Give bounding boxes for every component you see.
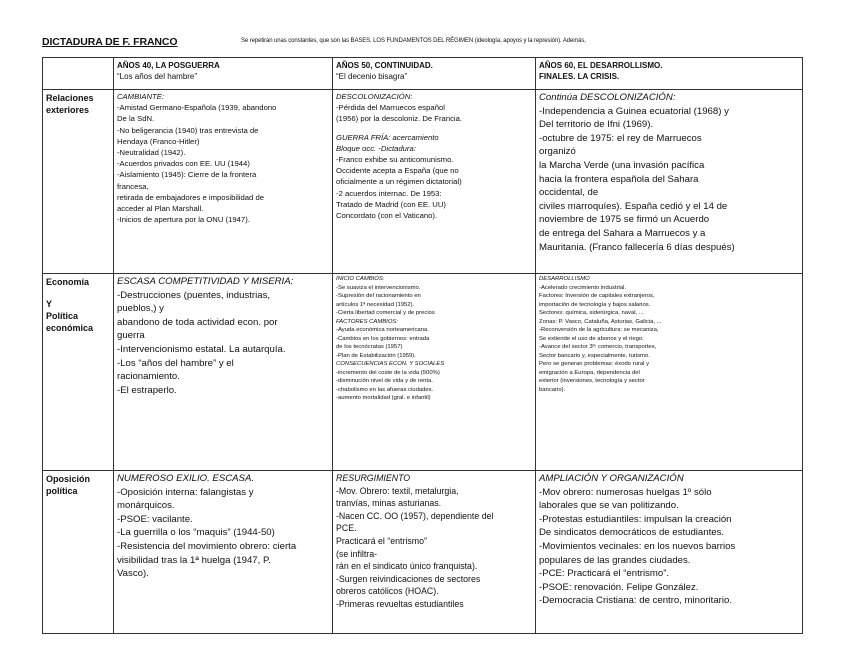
cell-line: -incremento del coste de la vida (500%) [336,369,440,376]
cell-line: laborales que se van politizando. [539,500,679,512]
cell-spacer [46,288,110,298]
cell-line: -PCE: Practicará el “entrismo”. [539,568,670,580]
franco-table [42,57,803,634]
cell-line: -octubre de 1975: el rey de Marruecos [539,132,702,144]
cell-line: organizó [539,146,576,158]
oposicion-40s-cell [114,471,333,634]
cell-line: de los tecnócratas (1957) [336,344,403,350]
row-economia [43,274,803,471]
cell-line: Pero se generan problemas: éxodo rural y [539,361,650,367]
cell-line: francesa, [117,181,149,191]
cell-line: occidental, de [539,187,599,199]
cell-line: guerra [117,330,145,342]
economia-50s-cell [333,274,536,471]
cell-line: -Inicios de apertura por la ONU (1947). [117,215,250,225]
cell-line: -Franco exhibe su anticomunismo. [336,155,454,165]
cell-line: Vasco). [117,568,149,580]
cell-line: Hendaya (Franco-Hitler) [117,136,200,146]
cell-line: artículos 1ª necesidad (1952). [336,301,415,308]
cell-line: -Mov. Obrero: textil, metalurgia, [336,485,459,496]
exterior-40s-list [117,91,329,225]
exterior-40s-cell [114,90,333,274]
cell-line: -Supresión del racionamiento en [336,293,421,299]
cell-line: civiles marroquíes). España cedió y el 14 de [539,200,728,212]
cell-line: -Oposición interna: falangistas y [117,486,254,498]
header-60s [536,58,803,90]
header-40s-title: AÑOS 40, LA POSGUERRA [117,61,220,70]
cell-line: noviembre de 1975 se firmó un Acuerdo [539,214,710,226]
cell-spacer [336,125,532,132]
cell-line: -Aislamiento (1945): Cierre de la frontera [117,170,257,180]
cell-line: visibilidad tras la 1ª huelga (1947, P. [117,554,271,566]
oposicion-40s-list [117,472,329,581]
cell-line: -Pérdida del Marruecos español [336,103,445,113]
header-40s-subtitle: “Los años del hambre” [117,72,198,81]
header-row [43,58,803,90]
cell-line: -Neutralidad (1942). [117,148,186,158]
cell-line: -chabolismo en las afueras ciudades. [336,386,434,393]
cell-line: DESCOLONIZACIÓN: [336,92,413,101]
row-label-economia-1: Economía [46,277,90,287]
intro-text: Se repetirán unas constantes, que son las BASES, LOS FUNDAMENTOS DEL RÉGIMEN (ideología, apoyos y la represión). Además, [241,38,586,44]
cell-line: PCE. [336,523,357,534]
economia-40s-cell [114,274,333,471]
oposicion-50s-list [336,472,532,611]
cell-line: (1956) por la descoloniz. De Francia. [336,114,463,124]
cell-line: CAMBIANTE: [117,92,164,101]
cell-line: -Democracia Cristiana: de centro, minoritario. [539,595,733,607]
cell-line: Concordato (con el Vaticano). [336,211,438,221]
economia-60s-cell [536,274,803,471]
cell-line: rán en el sindicato único franquista). [336,561,478,572]
cell-line: -Mov obrero: numerosas huelgas 1º sólo [539,486,712,498]
cell-line: monárquicos. [117,500,175,512]
cell-line: -Cambios en los gobiernos: entrada [336,335,430,342]
cell-line: Sectores: química, siderúrgica, naval, ... [539,310,644,316]
cell-line: Mauritania. (Franco fallecería 6 días después) [539,241,735,253]
cell-line: Continúa DESCOLONIZACIÓN: [539,92,676,103]
cell-line: Zonas: P. Vasco, Cataluña, Asturias, Galicia, ... [539,318,662,325]
cell-line: -Ayuda económica norteamericana. [336,327,429,333]
cell-line: Se extiende el uso de abonos y el riego. [539,335,644,342]
cell-line: INICIO CAMBIOS: [336,276,385,282]
cell-line: GUERRA FRÍA: acercamiento [336,132,439,142]
oposicion-50s-cell [333,471,536,634]
cell-line: tranvías, minas asturianas. [336,498,442,509]
cell-line: emigración a Europa, dependencia del [539,369,640,376]
cell-line: -Avance del sector 3º: comercio, transportes, [539,344,657,350]
economia-50s-list [336,275,532,403]
header-60s-subtitle: FINALES. LA CRISIS. [539,72,620,81]
cell-line: -Protestas estudiantiles: impulsan la creación [539,513,732,525]
row-label-economia-2: Y [46,299,53,309]
cell-line: -Independencia a Guinea ecuatorial (1968) y [539,105,729,117]
cell-line: -PSOE: vacilante. [117,513,193,525]
oposicion-60s-cell [536,471,803,634]
cell-line: oficialmente a un régimen dictatorial) [336,177,462,187]
row-label-economia-4: económica [46,323,94,333]
cell-line: -PSOE: renovación. Felipe González. [539,581,699,593]
header-60s-title: AÑOS 60, EL DESARROLLISMO. [539,61,663,70]
cell-line: -Acuerdos privados con EE. UU (1944) [117,159,250,169]
economia-60s-list [539,275,799,394]
title-bar [42,36,802,52]
cell-line: pueblos,) y [117,303,164,315]
row-oposicion [43,471,803,634]
row-label-oposicion-1: Oposición [46,474,91,484]
cell-line: exterior (inversiones, tecnología y sector [539,378,645,384]
cell-line: Practicará el “entrismo” [336,535,427,546]
cell-line: -Plan de Estabilización (1959). [336,352,416,359]
exterior-50s-cell [333,90,536,274]
cell-line: obreros católicos (HOAC). [336,586,439,597]
cell-line: -Reconversión de la agricultura: se mecaniza, [539,327,659,333]
oposicion-60s-list [539,472,799,608]
cell-line: -Acelerado crecimiento industrial. [539,284,627,291]
page-title: DICTADURA DE F. FRANCO [42,36,178,48]
cell-line: RESURGIMIENTO [336,473,411,483]
row-exterior [43,90,803,274]
cell-line: -2 acuerdos internac. De 1953: [336,188,442,198]
cell-line: Del territorio de Ifni (1969). [539,119,654,131]
cell-line: hacia la frontera española del Sahara [539,173,699,185]
cell-line: -Amistad Germano-Española (1939, abandono [117,103,277,113]
cell-line: -Se suaviza el intervencionismo. [336,284,421,291]
row-label-exterior: Relaciones exteriores [43,90,114,274]
cell-line: la Marcha Verde (una invasión pacífica [539,159,705,171]
economia-40s-list [117,275,329,397]
cell-line: -Movimientos vecinales: en los nuevos barrios [539,540,736,552]
cell-line: Sector bancario y, especialmente, turismo. [539,352,650,359]
cell-line: -Primeras revueltas estudiantiles [336,598,464,609]
cell-line: -Surgen reivindicaciones de sectores [336,573,481,584]
exterior-60s-list [539,91,799,254]
cell-line: -Nacen CC. OO (1957), dependiente del [336,510,494,521]
exterior-50s-list-a [336,91,532,125]
cell-line: abandono de toda actividad econ. por [117,316,278,328]
cell-line: De la SdN. [117,114,155,124]
exterior-60s-cell [536,90,803,274]
header-50s [333,58,536,90]
cell-line: -Los “años del hambre” y el [117,357,234,369]
cell-line: bancario). [539,386,566,393]
cell-line: Occidente acepta a España (que no [336,166,459,176]
header-empty-cell [43,58,114,90]
cell-line: -Destrucciones (puentes, industrias, [117,289,271,301]
cell-line: -No beligerancia (1940) tras entrevista de [117,125,259,135]
cell-line: -aumento mortalidad (gral. e infantil) [336,395,431,401]
row-label-oposicion [43,471,114,634]
cell-line: -disminución nivel de vida y de renta. [336,378,433,384]
cell-line: acceder al Plan Marshall. [117,204,204,214]
cell-line: De sindicatos democráticos de estudiantes. [539,527,725,539]
cell-line: Bloque occ. -Dictadura: [336,143,416,153]
cell-line: -Intervencionismo estatal. La autarquía. [117,343,286,355]
row-label-oposicion-2: política [46,486,78,496]
cell-line: Tratado de Madrid (con EE. UU) [336,199,446,209]
cell-line: racionamiento. [117,371,180,383]
cell-line: retirada de embajadores e imposibilidad de [117,192,265,202]
cell-line: ESCASA COMPETITIVIDAD Y MISERIA: [117,276,294,287]
cell-line: NUMEROSO EXILIO. ESCASA. [117,473,255,484]
cell-line: importación de tecnología y bajos salarios. [539,301,651,308]
cell-line: -Cierta libertad comercial y de precios [336,310,435,316]
header-40s [114,58,333,90]
cell-line: DESARROLLISMO [539,276,590,282]
cell-line: AMPLIACIÓN Y ORGANIZACIÓN [539,473,684,484]
cell-line: de entrega del Sahara a Marruecos y a [539,227,706,239]
header-50s-title: AÑOS 50, CONTINUIDAD. [336,61,433,70]
row-label-economia [43,274,114,471]
cell-line: (se infiltra- [336,548,378,559]
cell-line: FACTORES CAMBIOS: [336,318,398,325]
cell-line: -El estraperlo. [117,384,177,396]
cell-line: CONSECUENCIAS ECON. Y SOCIALES [336,361,445,367]
header-50s-subtitle: “El decenio bisagra” [336,72,408,81]
cell-line: Factores: Inversión de capitales extranjeros, [539,293,655,299]
cell-line: -La guerrilla o los “maquis” (1944-50) [117,527,275,539]
exterior-50s-list-b [336,132,532,222]
row-label-economia-3: Política [46,311,79,321]
cell-line: populares de las grandes ciudades. [539,554,691,566]
cell-line: -Resistencia del movimiento obrero: cierta [117,540,297,552]
